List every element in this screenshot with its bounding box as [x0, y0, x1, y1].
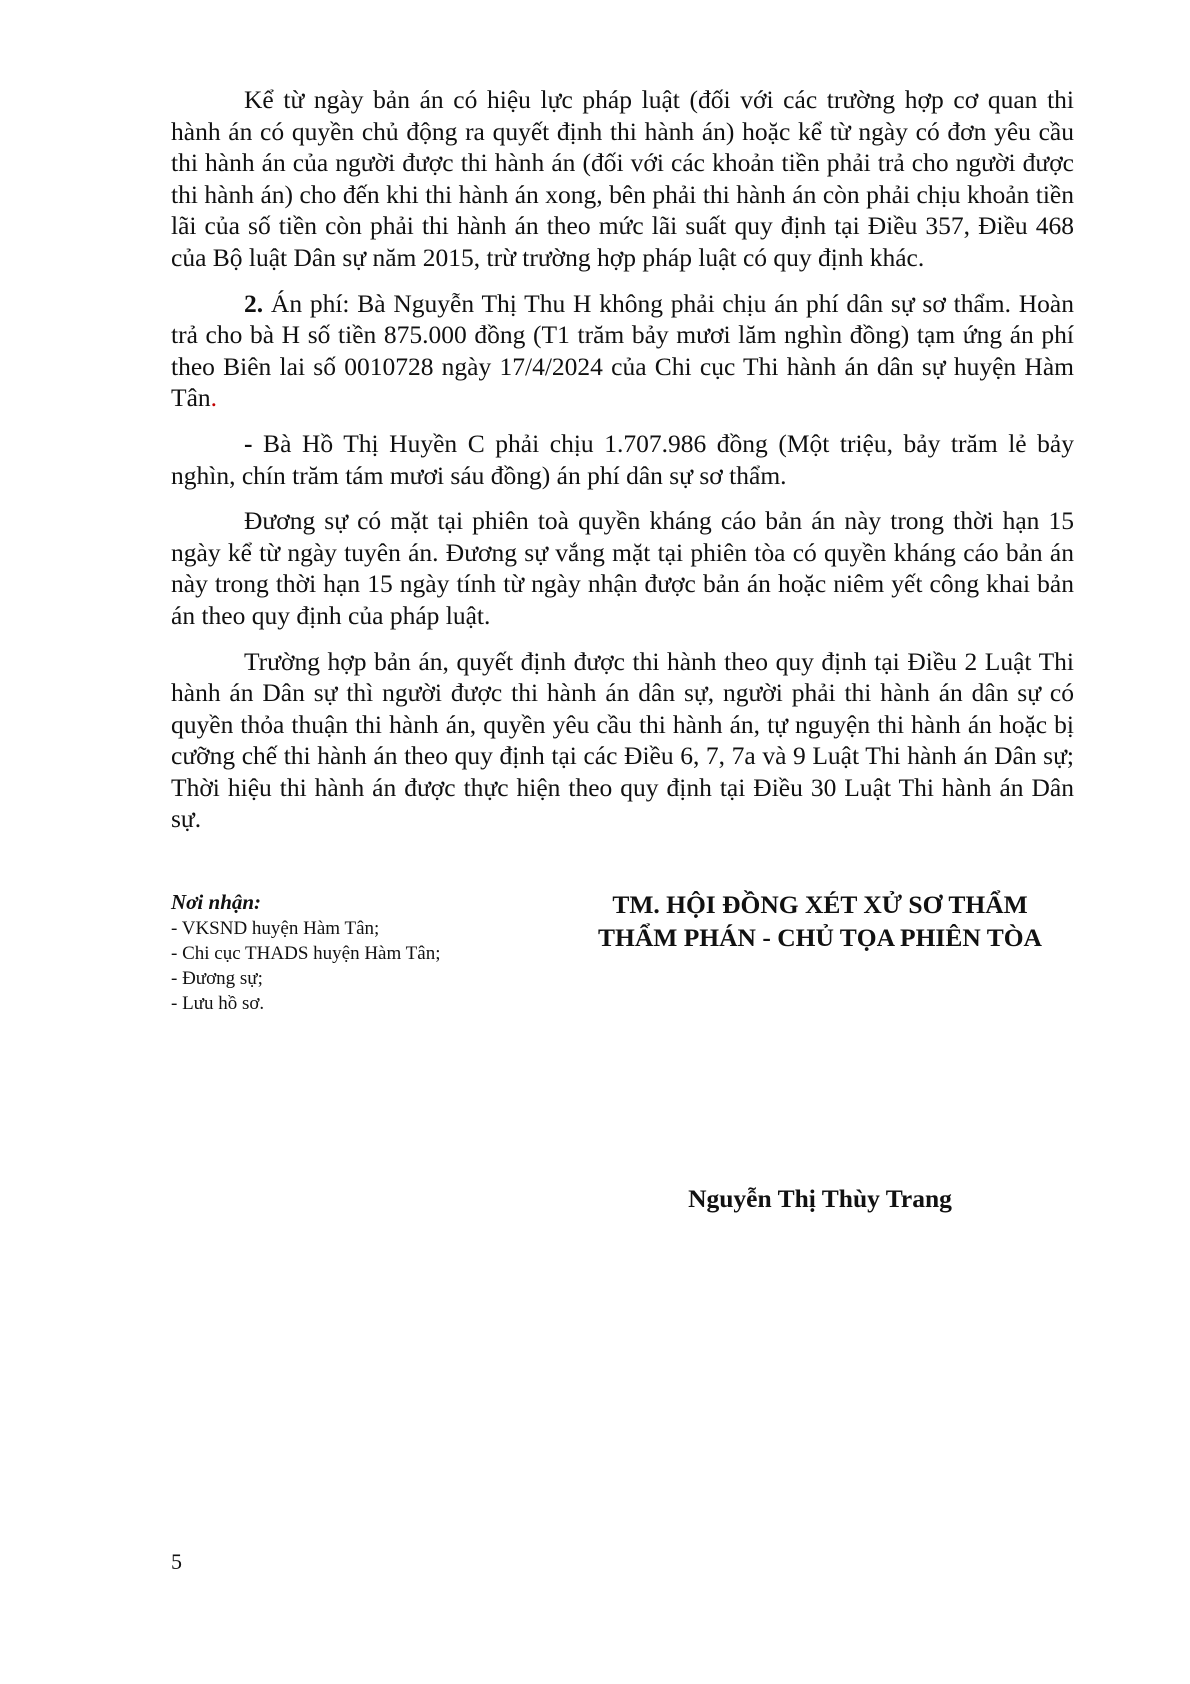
signature-heading — [560, 888, 1080, 954]
item-number: 2. — [244, 288, 264, 318]
paragraph-appeal-rights: Đương sự có mặt tại phiên toà quyền kháng cáo bản án này trong thời hạn 15 ngày kể từ ngày tuyên án. Đương sự vắng mặt tại phiên tòa có quyền kháng cáo bản án này trong thời hạn 15 ngày tính từ ngày nhận được bản án hoặc niêm yết công khai bản án theo quy định của pháp luật. — [171, 506, 1074, 630]
recipient-item: - Đương sự; — [171, 968, 263, 989]
recipients-title: Nơi nhận: — [171, 890, 262, 914]
paragraph-interest: Kể từ ngày bản án có hiệu lực pháp luật (đối với các trường hợp cơ quan thi hành án có quyền chủ động ra quyết định thi hành án) hoặc kể từ ngày có đơn yêu cầu thi hành án của người được thi hành án (đối với các khoản tiền phải trả cho người được thi hành án) cho đến khi thi hành án xong, bên phải thi hành án còn phải chịu khoản tiền lãi của số tiền còn phải thi hành án theo mức lãi suất quy định tại Điều 357, Điều 468 của Bộ luật Dân sự năm 2015, trừ trường hợp pháp luật có quy định khác. — [171, 85, 1074, 272]
court-fee-period: . — [210, 383, 218, 413]
recipients-block — [171, 890, 551, 1016]
paragraph-court-fee — [171, 288, 1074, 414]
page-number: 5 — [171, 1549, 182, 1574]
paragraph-fee-obligation — [171, 428, 1074, 491]
paragraph-enforcement: Trường hợp bản án, quyết định được thi hành theo quy định tại Điều 2 Luật Thi hành án Dân sự thì người được thi hành án dân sự, người phải thi hành án dân sự có quyền thỏa thuận thi hành án, quyền yêu cầu thi hành án, tự nguyện thi hành án hoặc bị cưỡng chế thi hành án theo quy định tại các Điều 6, 7, 7a và 9 Luật Thi hành án Dân sự; Thời hiệu thi hành án được thực hiện theo quy định tại Điều 30 Luật Thi hành án Dân sự. — [171, 646, 1074, 834]
recipient-item: - Chi cục THADS huyện Hàm Tân; — [171, 943, 441, 964]
recipient-item: - VKSND huyện Hàm Tân; — [171, 918, 380, 939]
judgment-body — [171, 84, 1074, 849]
signer-name: Nguyễn Thị Thùy Trang — [688, 1184, 952, 1213]
recipient-item: - Lưu hồ sơ. — [171, 993, 265, 1014]
court-fee-text: Án phí: Bà Nguyễn Thị Thu H không phải chịu án phí dân sự sơ thẩm. Hoàn trả cho bà H số tiền 875.000 đồng (T1 trăm bảy mươi lăm nghìn đồng) tạm ứng án phí theo Biên lai số 0010728 ngày 17/4/2024 của Chi cục Thi hành án dân sự huyện Hàm Tân — [171, 288, 1074, 413]
judge-title: THẨM PHÁN - CHỦ TỌA PHIÊN TÒA — [598, 923, 1042, 952]
fee-obligation-text: Bà Hồ Thị Huyền C phải chịu 1.707.986 đồng (Một triệu, bảy trăm lẻ bảy nghìn, chín trăm tám mươi sáu đồng) án phí dân sự sơ thẩm. — [171, 428, 1074, 490]
council-title: TM. HỘI ĐỒNG XÉT XỬ SƠ THẨM — [612, 890, 1028, 919]
recipients-list — [171, 916, 551, 1016]
list-dash: - — [244, 428, 253, 458]
